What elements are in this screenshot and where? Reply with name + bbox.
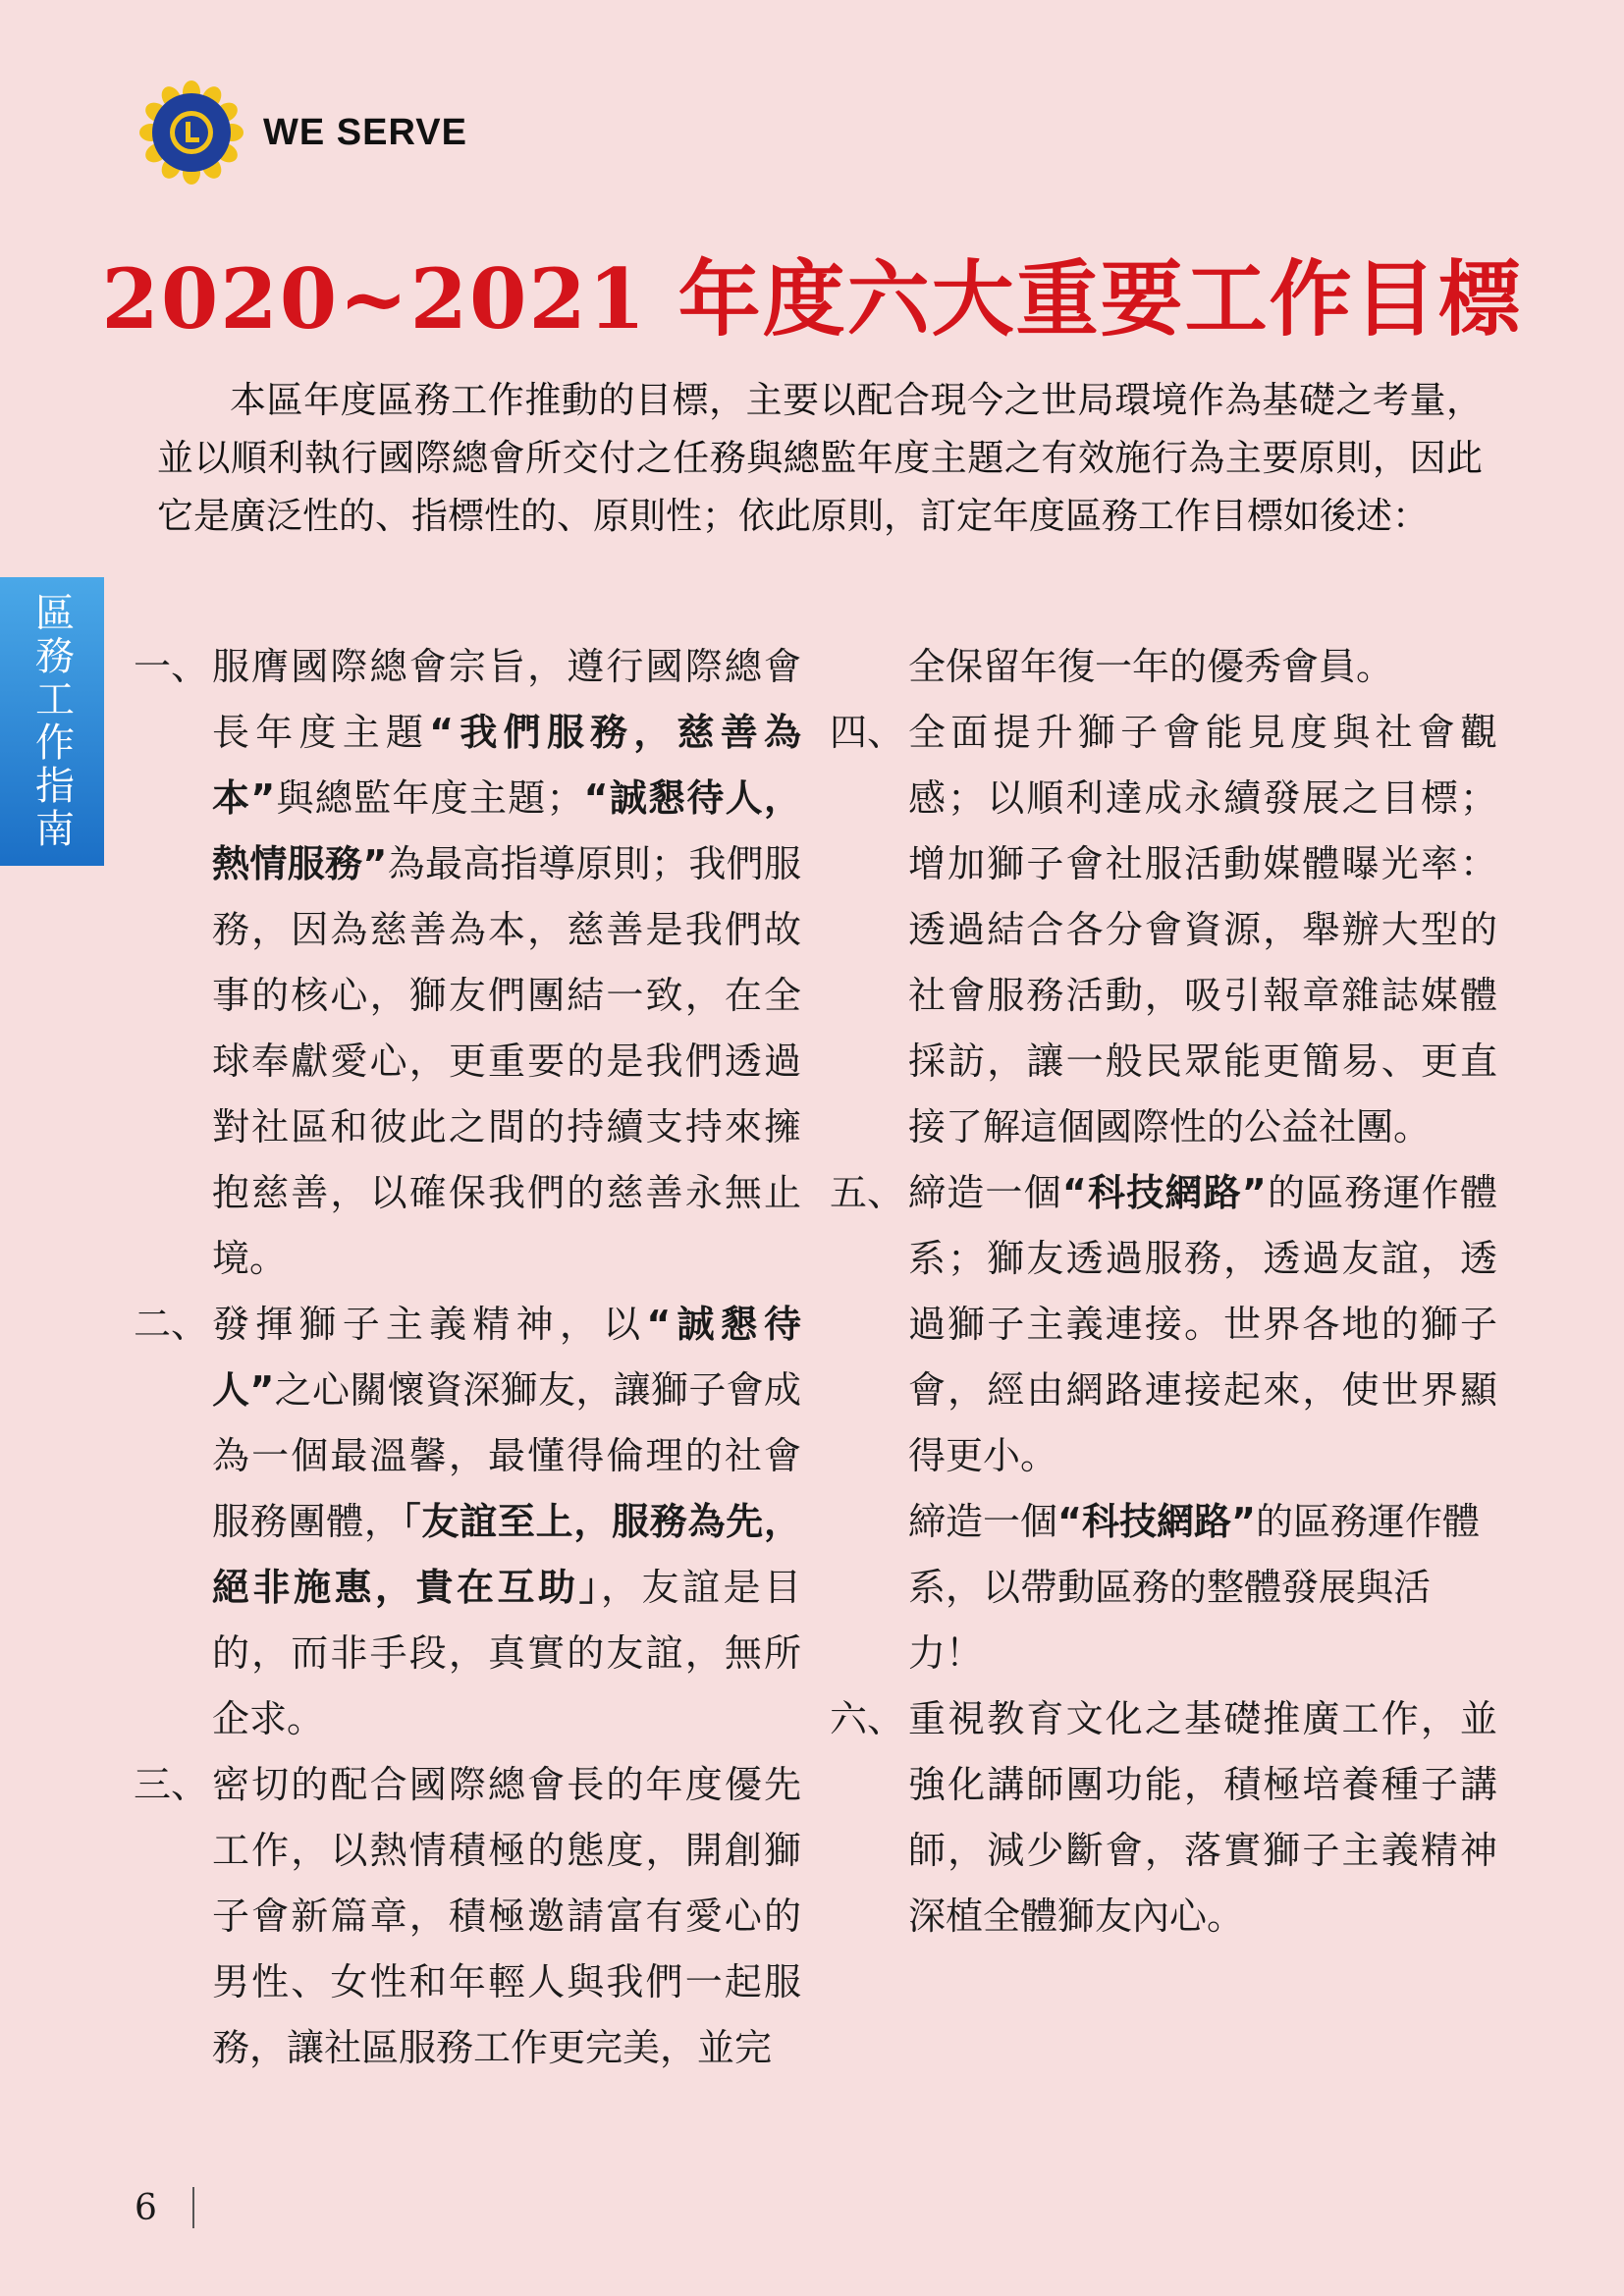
goal-text: 全面提升獅子會能見度與社會觀感；以順利達成永續發展之目標；增加獅子會社服活動媒體曝光率：透過結合各分會資源，舉辦大型的社會服務活動，吸引報章雜誌媒體採訪，讓一般民眾能更簡易、更直接了解這個國際性的公益社團。 <box>908 711 1497 1148</box>
goal-text: 締造一個 <box>908 1171 1062 1214</box>
goal-number: 二、 <box>134 1303 209 1346</box>
goal-item-5 <box>830 1160 1497 1489</box>
intro-text: 本區年度區務工作推動的目標，主要以配合現今之世局環境作為基礎之考量，並以順利執行國際總會所交付之任務與總監年度主題之有效施行為主要原則，因此它是廣泛性的、指標性的、原則性；依此原則，訂定年度區務工作目標如後述： <box>157 379 1483 537</box>
goal-number: 一、 <box>134 645 209 688</box>
goal-item-4 <box>830 700 1497 1160</box>
goal-emphasis: “科技網路” <box>1061 1171 1267 1214</box>
motto-text: WE SERVE <box>263 111 467 153</box>
goal-number: 五、 <box>830 1171 905 1214</box>
goal-text: 締造一個 <box>908 1500 1058 1543</box>
goal-emphasis: “誠懇待人” <box>212 1303 801 1412</box>
goal-text: 發揮獅子主義精神，以 <box>212 1303 647 1346</box>
goal-number: 三、 <box>134 1763 209 1806</box>
goal-text: 重視教育文化之基礎推廣工作，並強化講師團功能，積極培養種子講師，減少斷會，落實獅子主義精神深植全體獅友內心。 <box>908 1697 1497 1938</box>
goal-text: 的區務運作體系，以帶動區務的整體發展與活力！ <box>908 1500 1480 1675</box>
side-tab-label: 區務工作指南 <box>28 592 75 851</box>
goal-text: 的區務運作體系；獅友透過服務，透過友誼，透過獅子主義連接。世界各地的獅子會，經由網路連接起來，使世界顯得更小。 <box>908 1171 1497 1477</box>
goal-text: ，友誼是目的，而非手段，真實的友誼，無所企求。 <box>212 1566 801 1740</box>
goal-emphasis: “科技網路” <box>1057 1500 1256 1543</box>
footer-divider <box>192 2187 194 2228</box>
goal-emphasis: “誠懇待人，熱情服務” <box>212 776 801 885</box>
lions-logo-icon <box>139 80 244 185</box>
left-column <box>134 634 801 2081</box>
page-title: 2020~2021 年度六大重要工作目標 <box>101 250 1523 347</box>
goal-item-6 <box>830 1686 1497 1949</box>
page-footer <box>135 2187 194 2228</box>
goal-emphasis: “我們服務，慈善為本” <box>212 711 801 820</box>
goal-item-2 <box>134 1292 801 1752</box>
page-header <box>139 80 467 185</box>
goal-item-3 <box>134 1752 801 2081</box>
goal-text: 之心關懷資深獅友，讓獅子會成為一個最溫馨，最懂得倫理的社會服務團體， <box>212 1368 801 1543</box>
goal-text: 與總監年度主題； <box>275 776 584 820</box>
goal-text: 密切的配合國際總會長的年度優先工作，以熱情積極的態度，開創獅子會新篇章，積極邀請富有愛心的男性、女性和年輕人與我們一起服務，讓社區服務工作更完美，並完 <box>212 1763 801 2069</box>
goal-number: 六、 <box>830 1697 905 1740</box>
right-column <box>830 634 1497 1949</box>
goal-item-5-subparagraph <box>830 1489 1497 1686</box>
goal-text: 為最高指導原則；我們服務，因為慈善為本，慈善是我們故事的核心，獅友們團結一致，在全球奉獻愛心，更重要的是我們透過對社區和彼此之間的持續支持來擁抱慈善，以確保我們的慈善永無止境。 <box>212 842 801 1280</box>
goal-emphasis: 「友誼至上，服務為先，絕非施惠，貴在互助」 <box>212 1500 801 1609</box>
goal-text: 服膺國際總會宗旨，遵行國際總會長年度主題 <box>212 645 801 754</box>
side-tab <box>0 577 104 866</box>
intro-paragraph <box>157 371 1483 545</box>
page-number: 6 <box>135 2187 157 2228</box>
goal-item-3-continued: 全保留年復一年的優秀會員。 <box>908 645 1394 688</box>
goal-item-1 <box>134 634 801 1292</box>
goal-number: 四、 <box>830 711 905 754</box>
